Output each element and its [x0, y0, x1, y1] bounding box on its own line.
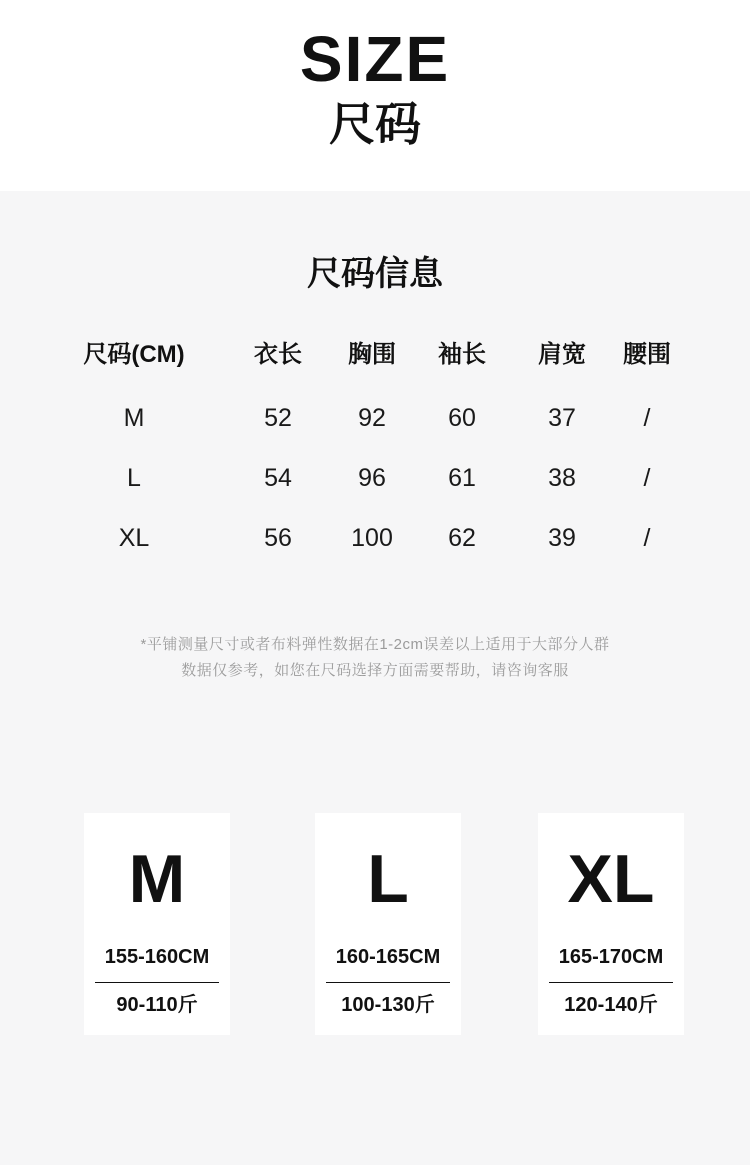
table-row-m [0, 396, 750, 440]
measurement-disclaimer-line2: 数据仅参考，如您在尺码选择方面需要帮助，请咨询客服 [181, 662, 569, 679]
cell-size-label: L [127, 464, 141, 492]
cell-value: 100 [351, 524, 393, 552]
cell-size-label: XL [118, 524, 150, 552]
column-header-size: 尺码(CM) [83, 341, 185, 368]
size-card-height: 155-160CM [104, 946, 210, 968]
size-card-height: 165-170CM [558, 946, 664, 968]
page-title-en: SIZE [299, 23, 451, 95]
cell-value: 38 [548, 464, 576, 492]
page-title-zh: 尺码 [329, 98, 421, 150]
cell-value: / [643, 524, 651, 552]
cell-value: 56 [264, 524, 292, 552]
cell-value: 54 [264, 464, 292, 492]
size-card-weight: 100-130斤 [341, 994, 435, 1016]
column-header-shoulder-width: 肩宽 [538, 341, 586, 368]
cell-value: 96 [358, 464, 386, 492]
size-card-height: 160-165CM [335, 946, 441, 968]
size-card-letter: M [128, 841, 186, 917]
size-card-l [315, 813, 461, 1035]
card-divider [549, 982, 673, 983]
card-divider [95, 982, 219, 983]
cell-value: 61 [448, 464, 476, 492]
cell-size-label: M [123, 404, 145, 432]
cell-value: 62 [448, 524, 476, 552]
table-row-xl [0, 516, 750, 560]
size-card-weight: 90-110斤 [116, 994, 198, 1016]
header-section [0, 0, 750, 191]
size-table-header-row [0, 333, 750, 377]
cell-value: 37 [548, 404, 576, 432]
size-card-letter: L [367, 841, 409, 917]
section-title: 尺码信息 [307, 255, 443, 293]
table-row-l [0, 456, 750, 500]
size-card-m [84, 813, 230, 1035]
cell-value: / [643, 404, 651, 432]
cell-value: 39 [548, 524, 576, 552]
column-header-bust: 胸围 [348, 341, 396, 368]
cell-value: / [643, 464, 651, 492]
cell-value: 52 [264, 404, 292, 432]
column-header-sleeve-length: 袖长 [438, 341, 486, 368]
size-card-letter: XL [567, 841, 655, 917]
size-card-weight: 120-140斤 [564, 994, 658, 1016]
size-card-xl [538, 813, 684, 1035]
cell-value: 92 [358, 404, 386, 432]
cell-value: 60 [448, 404, 476, 432]
column-header-waist: 腰围 [623, 341, 671, 368]
card-divider [326, 982, 450, 983]
column-header-garment-length: 衣长 [254, 341, 302, 368]
measurement-disclaimer-line1: *平铺测量尺寸或者布料弹性数据在1-2cm误差以上适用于大部分人群 [140, 636, 610, 653]
